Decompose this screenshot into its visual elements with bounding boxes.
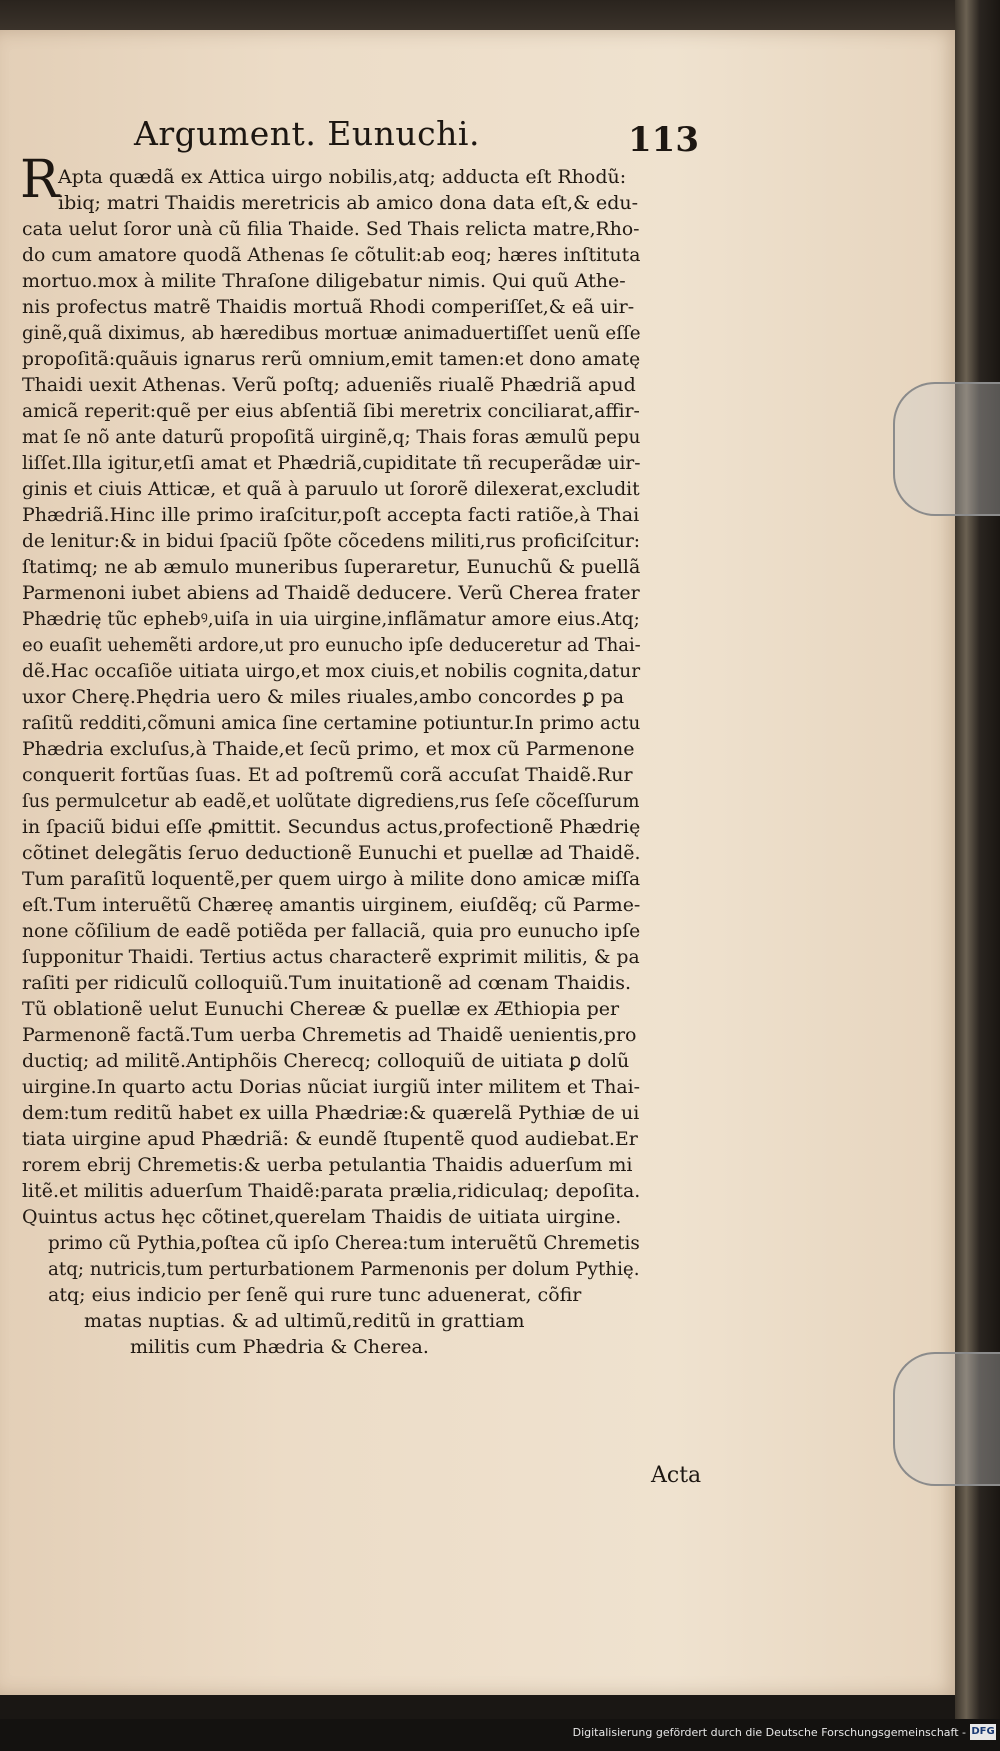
text-line: ductiq; ad militẽ.Antiphõis Cherecq; colloquiũ de uitiata ꝑ dolũ	[22, 1050, 630, 1072]
text-line: liſſet.Illa igitur,etſi amat et Phædriã,cupiditate tñ recuperãdæ uir-	[22, 452, 641, 474]
text-line: dem:tum reditũ habet ex uilla Phædriæ:& quærelã Pythiæ de ui	[22, 1102, 640, 1124]
text-line: mat ſe nõ ante daturũ propoſitã uirginẽ,q; Thais foras æmulũ pepu	[22, 426, 641, 448]
drop-cap: R	[20, 150, 60, 210]
text-line: none cõſilium de eadẽ potiẽda per fallaciã, quia pro eunucho ipſe	[22, 920, 641, 942]
page-clip-upper	[893, 382, 1000, 516]
text-line: eſt.Tum interuẽtũ Chæreę amantis uirginem, eiuſdẽq; cũ Parme-	[22, 894, 641, 916]
text-line: Quintus actus hęc cõtinet,querelam Thaidis de uitiata uirgine.	[22, 1206, 622, 1228]
text-line: mortuo.mox à milite Thraſone diligebatur nimis. Qui quũ Athe-	[22, 270, 626, 292]
text-line: raſitũ redditi,cõmuni amica ſine certamine potiuntur.In primo actu	[22, 712, 641, 734]
text-line: amicã reperit:quẽ per eius abſentiã ſibi meretrix conciliarat,affir-	[22, 400, 640, 422]
text-line: eo euaſit uehemẽti ardore,ut pro eunucho ipſe deduceretur ad Thai-	[22, 634, 641, 656]
text-line: Tũ oblationẽ uelut Eunuchi Chereæ & puellæ ex Æthiopia per	[22, 998, 620, 1020]
text-line: Phædrię tũc ephebꝰ,uiſa in uia uirgine,inflãmatur amore eius.Atq;	[22, 608, 640, 630]
text-line: militis cum Phædria & Cherea.	[130, 1336, 429, 1358]
text-line: ſupponitur Thaidi. Tertius actus characterẽ exprimit militis, & pa	[22, 946, 640, 968]
text-line: ſtatimq; ne ab æmulo muneribus ſuperaretur, Eunuchũ & puellã	[22, 556, 641, 578]
text-line: ibiq; matri Thaidis meretricis ab amico dona data eſt,& edu-	[58, 192, 639, 214]
footer-bar	[0, 1719, 1000, 1751]
text-line: dẽ.Hac occaſiõe uitiata uirgo,et mox ciuis,et nobilis cognita,datur	[22, 660, 641, 682]
running-title: Argument. Eunuchi.	[134, 114, 480, 153]
text-line: Parmenonẽ factã.Tum uerba Chremetis ad Thaidẽ uenientis,pro	[22, 1024, 637, 1046]
text-line: ſus permulcetur ab eadẽ,et uolũtate digrediens,rus ſeſe cõceſſurum	[22, 790, 640, 812]
catchword: Acta	[651, 1463, 702, 1488]
text-line: primo cũ Pythia,poſtea cũ ipſo Cherea:tum interuẽtũ Chremetis	[48, 1232, 640, 1254]
text-line: Parmenoni iubet abiens ad Thaidẽ deducere. Verũ Cherea frater	[22, 582, 640, 604]
funding-credit: Digitalisierung gefördert durch die Deutsche Forschungsgemeinschaft -	[572, 1726, 966, 1739]
page-number: 113	[628, 120, 699, 160]
text-line: do cum amatore quodã Athenas ſe cõtulit:ab eoq; hæres inſtituta	[22, 244, 641, 266]
text-line: uirgine.In quarto actu Dorias nũciat iurgiũ inter militem et Thai-	[22, 1076, 640, 1098]
text-line: uxor Cherę.Phędria uero & miles riuales,ambo concordes ꝑ pa	[22, 686, 625, 708]
text-line: atq; eius indicio per ſenẽ qui rure tunc aduenerat, cõfir	[48, 1284, 582, 1306]
text-line: litẽ.et militis aduerſum Thaidẽ:parata prælia,ridiculaq; depoſita.	[22, 1180, 641, 1202]
book-spine	[955, 0, 1000, 1751]
text-line: in ſpaciũ bidui eſſe ꝓmittit. Secundus actus,profectionẽ Phædrię	[22, 816, 641, 838]
dfg-logo: DFG	[970, 1724, 996, 1740]
text-line: conquerit fortũas ſuas. Et ad poſtremũ corã accuſat Thaidẽ.Rur	[22, 764, 633, 786]
text-line: Apta quædã ex Attica uirgo nobilis,atq; adducta eſt Rhodũ:	[58, 166, 627, 188]
text-line: ginis et ciuis Atticæ, et quã à paruulo ut ſororẽ dilexerat,excludit	[22, 478, 640, 500]
text-line: cõtinet delegãtis ſeruo deductionẽ Eunuchi et puellæ ad Thaidẽ.	[22, 842, 641, 864]
text-line: Phædriã.Hinc ille primo iraſcitur,poſt accepta facti ratiõe,à Thai	[22, 504, 640, 526]
text-line: ginẽ,quã diximus, ab hæredibus mortuæ animaduertiſſet uenũ eſſe	[22, 322, 641, 344]
text-line: de lenitur:& in bidui ſpaciũ ſpõte cõcedens militi,rus proficiſcitur:	[22, 530, 641, 552]
text-line: raſiti per ridiculũ colloquiũ.Tum inuitationẽ ad cœnam Thaidis.	[22, 972, 632, 994]
text-line: Tum paraſitũ loquentẽ,per quem uirgo à milite dono amicæ miſſa	[22, 868, 641, 890]
text-line: Phædria excluſus,à Thaide,et ſecũ primo, et mox cũ Parmenone	[22, 738, 635, 760]
text-line: cata uelut ſoror unà cũ filia Thaide. Sed Thais relicta matre,Rho-	[22, 218, 640, 240]
text-line: tiata uirgine apud Phædriã: & eundẽ ſtupentẽ quod audiebat.Er	[22, 1128, 638, 1150]
text-line: propoſitã:quãuis ignarus rerũ omnium,emit tamen:et dono amatę	[22, 348, 641, 370]
text-line: atq; nutricis,tum perturbationem Parmenonis per dolum Pythię.	[48, 1258, 640, 1280]
text-line: nis profectus matrẽ Thaidis mortuã Rhodi comperiſſet,& eã uir-	[22, 296, 635, 318]
text-line: matas nuptias. & ad ultimũ,reditũ in grattiam	[84, 1310, 525, 1332]
page-clip-lower	[893, 1352, 1000, 1486]
text-line: rorem ebrij Chremetis:& uerba petulantia Thaidis aduerſum mi	[22, 1154, 633, 1176]
text-line: Thaidi uexit Athenas. Verũ poſtq; adueniẽs riualẽ Phædriã apud	[22, 374, 636, 396]
